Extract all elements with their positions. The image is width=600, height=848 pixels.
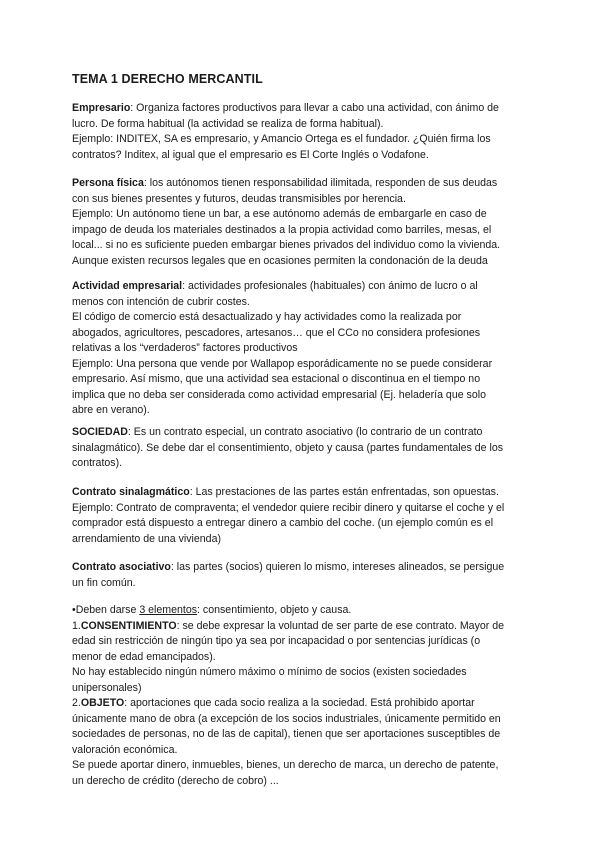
sociedad-line-2: sinalagmático). Se debe dar el consentimiento, objeto y causa (partes fundamentales de los xyxy=(72,441,504,454)
bullet-suffix: : consentimiento, objeto y causa. xyxy=(197,604,352,616)
persona-line-2: con sus bienes presentes y futuros, deudas transmisibles por herencia. xyxy=(72,192,406,205)
persona-line-5: local... si no es suficiente pueden embargar bienes privados del individuo como la vivienda. xyxy=(72,239,501,251)
consentimiento-line-3: menor de edad emancipados). xyxy=(72,650,216,663)
page-title: TEMA 1 DERECHO MERCANTIL xyxy=(72,72,263,86)
persona-line-1 xyxy=(72,176,542,192)
asociativo-text: : las partes (socios) quieren lo mismo, intereses alineados, se persigue xyxy=(170,561,505,573)
objeto-line-6: un derecho de crédito (derecho de cobro) ... xyxy=(72,774,279,787)
term-objeto: OBJETO xyxy=(80,697,125,709)
sociedad-line-1 xyxy=(72,425,542,441)
persona-line-6: Aunque existen recursos legales que en ocasiones permiten la condonación de la deuda xyxy=(72,254,488,267)
sinalagmatico-line-2: Ejemplo: Contrato de compraventa; el vendedor quiere recibir dinero y quitarse el coche y el xyxy=(72,501,505,514)
actividad-line-8: implica que no deba ser considerada como actividad empresarial (Ej. heladería que solo xyxy=(72,388,486,401)
objeto-line-5: Se puede aportar dinero, inmuebles, bienes, un derecho de marca, un derecho de patente, xyxy=(72,759,499,771)
term-sociedad: SOCIEDAD xyxy=(72,426,128,438)
section-persona-fisica xyxy=(72,176,542,269)
persona-line-4: impago de deuda los materiales destinados a la propia actividad como barriles, mesas, el xyxy=(72,223,492,236)
actividad-line-9: abre en verano). xyxy=(72,404,150,416)
term-empresario: Empresario xyxy=(72,102,131,114)
empresario-line-4: contratos? Inditex, al igual que el empresario es El Corte Inglés o Vodafone. xyxy=(72,148,429,161)
section-sociedad xyxy=(72,425,542,472)
section-actividad-empresarial xyxy=(72,279,542,419)
empresario-line-2: lucro. De forma habitual (la actividad se realiza de forma habitual). xyxy=(72,117,384,130)
section-empresario xyxy=(72,101,542,163)
consent-text: : se debe expresar la voluntad de ser parte de ese contrato. Mayor de xyxy=(176,619,505,632)
sociedad-text: : Es un contrato especial, un contrato asociativo (lo contrario de un contrato xyxy=(127,426,483,438)
objeto-line-2: únicamente mano de obra (a excepción de los socios industriales, únicamente permitido en xyxy=(72,712,501,725)
elementos-bullet xyxy=(72,603,542,619)
section-elementos xyxy=(72,603,542,789)
term-persona-fisica: Persona física xyxy=(72,177,144,189)
objeto-line-3: sociedades de personas, no de las de capital), tienen que ser aportaciones susceptibles de xyxy=(72,728,501,740)
sinalagmatico-line-1 xyxy=(72,485,542,501)
actividad-line-6: Ejemplo: Una persona que vende por Wallapop esporádicamente no se puede considerar xyxy=(72,357,493,370)
term-contrato-sinalagmatico: Contrato sinalagmático xyxy=(72,486,190,498)
sinalagmatico-text: : Las prestaciones de las partes están enfrentadas, son opuestas. xyxy=(189,486,499,498)
objeto-number: 2. xyxy=(72,697,81,709)
sinalagmatico-line-4: arrendamiento de una vivienda) xyxy=(72,532,221,545)
section-contrato-sinalagmatico xyxy=(72,485,542,547)
actividad-text: : actividades profesionales (habituales) con ánimo de lucro o al xyxy=(182,280,478,292)
sinalagmatico-line-3: comprador está dispuesto a entregar dinero a cambio del coche. (un ejemplo común es el xyxy=(72,517,494,529)
actividad-line-1 xyxy=(72,279,542,295)
empresario-text: : Organiza factores productivos para llevar a cabo una actividad, con ánimo de xyxy=(130,102,499,114)
actividad-line-4: abogados, agricultores, pescadores, artesanos… que el CCo no considera profesiones xyxy=(72,326,481,339)
objeto-text: : aportaciones que cada socio realiza a la sociedad. Está prohibido aportar xyxy=(124,697,475,709)
persona-line-3: Ejemplo: Un autónomo tiene un bar, a ese autónomo además de embargarle en caso de xyxy=(72,208,487,220)
underlined-three-elements: 3 elementos xyxy=(139,604,198,616)
consentimiento-line-1 xyxy=(72,619,542,635)
sociedad-line-3: contratos). xyxy=(72,457,123,469)
consentimiento-line-2: edad sin restricción de ningún tipo ya sea por incapacidad o por sentencias jurídicas (o xyxy=(72,635,481,647)
consentimiento-line-4: No hay establecido ningún número máximo o mínimo de socios (existen sociedades xyxy=(72,666,467,678)
empresario-line-1 xyxy=(72,101,542,117)
empresario-line-3: Ejemplo: INDITEX, SA es empresario, y Amancio Ortega es el fundador. ¿Quién firma los xyxy=(72,133,491,145)
asociativo-line-2: un fin común. xyxy=(72,576,136,589)
persona-text: : los autónomos tienen responsabilidad ilimitada, responden de sus deudas xyxy=(143,177,498,189)
actividad-line-2: menos con intención de cubrir costes. xyxy=(72,295,250,308)
actividad-line-3: El código de comercio está desactualizado y hay actividades como la realizada por xyxy=(72,311,462,323)
term-consentimiento: CONSENTIMIENTO xyxy=(80,619,177,632)
section-contrato-asociativo xyxy=(72,560,542,591)
consentimiento-line-5: unipersonales) xyxy=(72,681,142,694)
asociativo-line-1 xyxy=(72,560,542,576)
actividad-line-5: relativas a los “verdaderos” factores productivos xyxy=(72,342,298,354)
actividad-line-7: empresario. Así mismo, que una actividad sea estacional o discontinua en el tiempo no xyxy=(72,373,481,385)
term-contrato-asociativo: Contrato asociativo xyxy=(72,561,171,573)
objeto-line-1 xyxy=(72,696,542,712)
objeto-line-4: valoración económica. xyxy=(72,743,178,756)
term-actividad-empresarial: Actividad empresarial xyxy=(72,280,183,292)
bullet-prefix: •Deben darse xyxy=(72,604,140,616)
consent-number: 1. xyxy=(72,619,81,632)
